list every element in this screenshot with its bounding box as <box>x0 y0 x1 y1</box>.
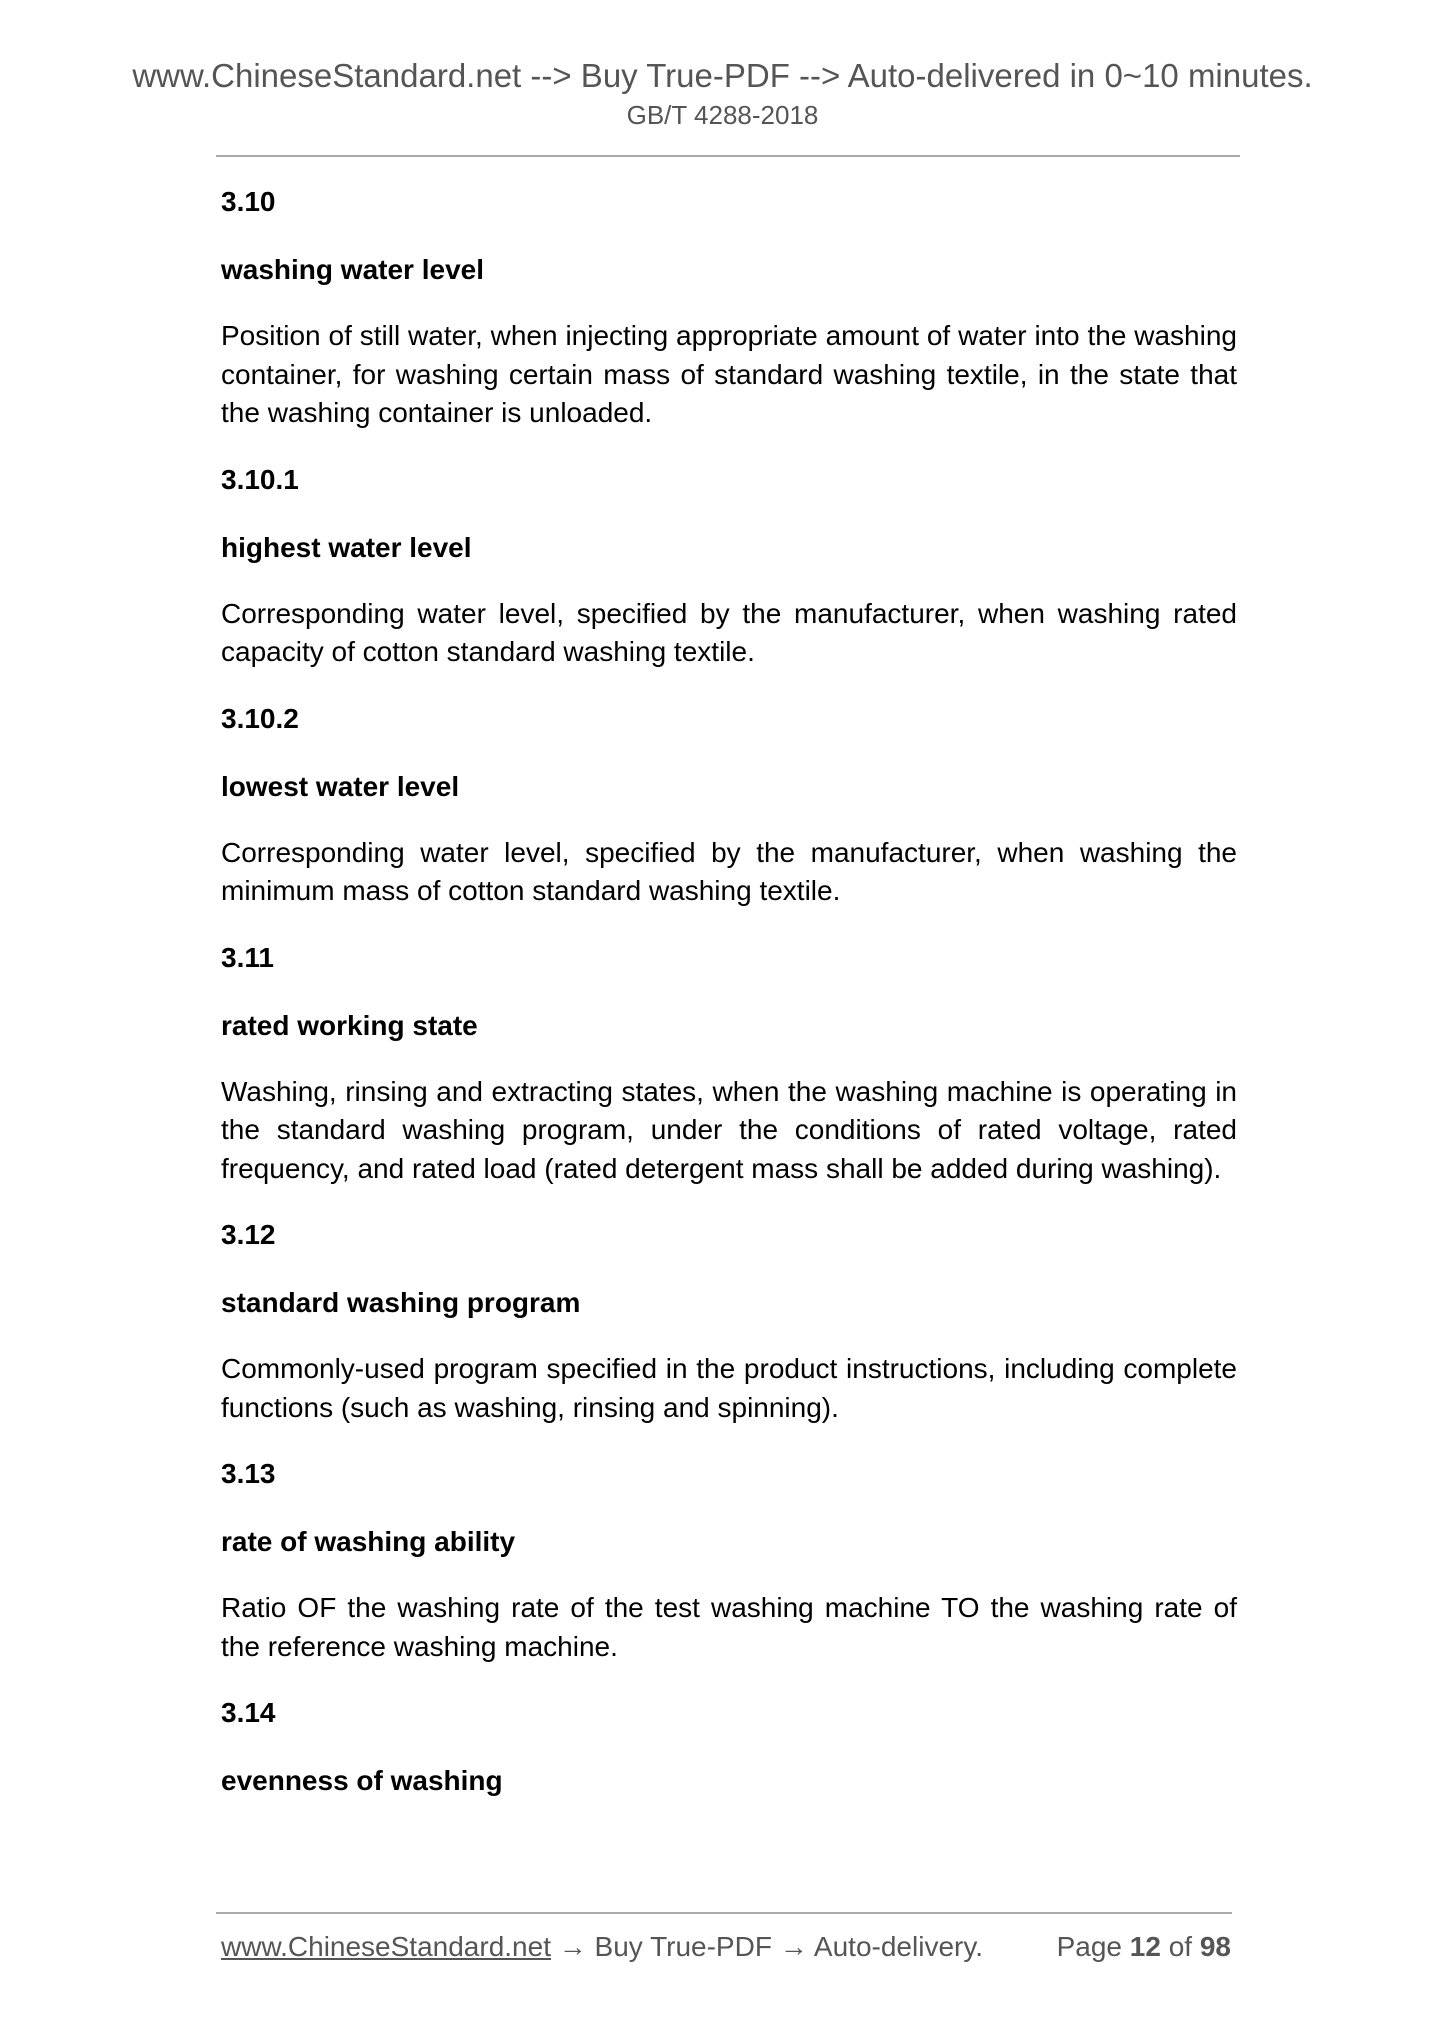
term-title: lowest water level <box>221 770 460 802</box>
footer-divider <box>216 1912 1232 1914</box>
clause-number: 3.10.2 <box>221 702 299 734</box>
document-body <box>221 185 1237 1798</box>
page-indicator <box>1057 1930 1231 1964</box>
term-title: rated working state <box>221 1009 478 1041</box>
clause-number: 3.10.1 <box>221 463 299 495</box>
term-entry <box>221 463 1237 672</box>
footer-site-link[interactable]: www.ChineseStandard.net <box>221 1931 551 1962</box>
term-definition: Commonly-used program specified in the product instructions, including complete functions (such as washing, rinsing and spinning). <box>221 1353 1237 1423</box>
clause-number: 3.12 <box>221 1219 276 1250</box>
term-entry <box>221 1218 1237 1427</box>
term-title: rate of washing ability <box>221 1526 516 1557</box>
term-title: washing water level <box>221 254 484 285</box>
footer-promo <box>221 1930 983 1964</box>
standard-code: GB/T 4288-2018 <box>626 100 819 130</box>
clause-number: 3.10 <box>221 186 276 217</box>
footer-promo-text: → Buy True-PDF → Auto-delivery. <box>550 1931 984 1962</box>
term-entry <box>221 185 1237 433</box>
term-definition: Corresponding water level, specified by the manufacturer, when washing rated capacity of cotton standard washing textile. <box>221 597 1237 667</box>
header-banner: www.ChineseStandard.net --> Buy True-PDF --> Auto-delivered in 0~10 minutes. <box>132 57 1313 94</box>
of-label: of <box>1168 1931 1193 1962</box>
term-entry <box>221 1696 1237 1798</box>
page-label: Page <box>1056 1931 1122 1962</box>
term-title: highest water level <box>221 531 472 563</box>
clause-number: 3.11 <box>221 941 274 973</box>
term-title: evenness of washing <box>221 1765 503 1796</box>
clause-number: 3.14 <box>221 1697 276 1728</box>
term-definition: Position of still water, when injecting appropriate amount of water into the washing container, for washing certain mass of standard washing textile, in the state that the washing container is unloaded. <box>221 320 1237 428</box>
current-page-number: 12 <box>1129 1931 1161 1962</box>
term-entry <box>221 702 1237 911</box>
term-definition: Washing, rinsing and extracting states, when the washing machine is operating in the standard washing program, under the conditions of rated voltage, rated frequency, and rated load (rated detergent mass shall be added during washing). <box>221 1075 1237 1184</box>
page-header <box>0 56 1445 132</box>
term-title: standard washing program <box>221 1287 581 1318</box>
term-definition: Ratio OF the washing rate of the test washing machine TO the washing rate of the reference washing machine. <box>221 1592 1237 1662</box>
term-entry <box>221 941 1237 1189</box>
total-pages-number: 98 <box>1199 1931 1231 1962</box>
header-divider <box>216 155 1240 157</box>
term-definition: Corresponding water level, specified by the manufacturer, when washing the minimum mass of cotton standard washing textile. <box>221 836 1237 906</box>
clause-number: 3.13 <box>221 1458 276 1489</box>
term-entry <box>221 1457 1237 1666</box>
